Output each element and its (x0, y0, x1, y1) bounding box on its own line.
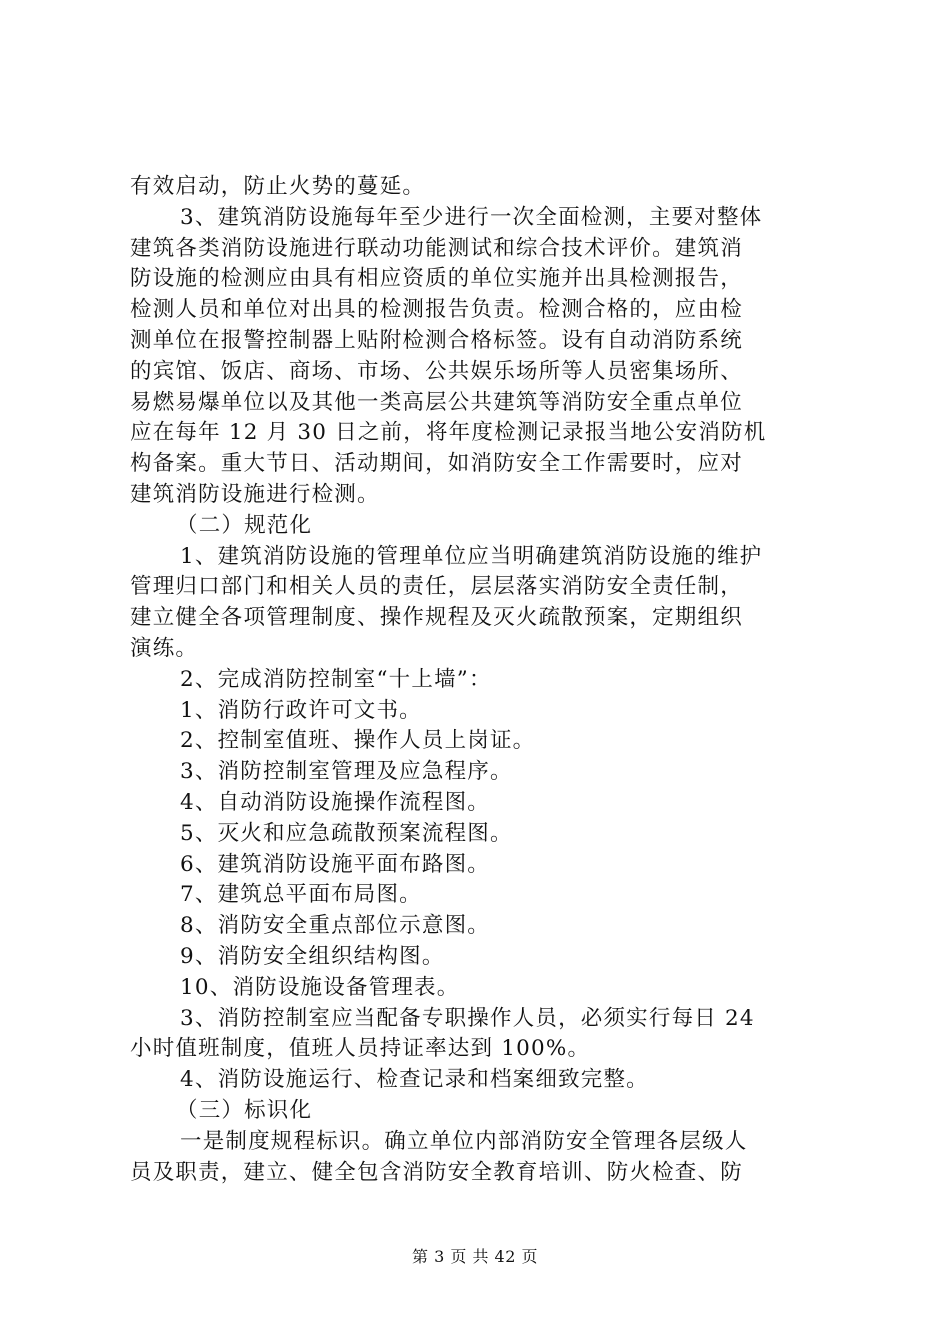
text-line: 建筑消防设施进行检测。 (130, 481, 380, 507)
text-line: 员及职责，建立、健全包含消防安全教育培训、防火检查、防 (130, 1159, 743, 1185)
text-line: 8、消防安全重点部位示意图。 (180, 913, 490, 939)
text-line: 小时值班制度，值班人员持证率达到 100%。 (130, 1036, 591, 1062)
text-line: 3、消防控制室应当配备专职操作人员，必须实行每日 24 (180, 1005, 755, 1031)
document-body (130, 172, 830, 1188)
text-line: 3、建筑消防设施每年至少进行一次全面检测，主要对整体 (180, 204, 763, 230)
text-line: 6、建筑消防设施平面布路图。 (180, 851, 490, 877)
text-line: （二）规范化 (176, 512, 313, 538)
text-line: 2、控制室值班、操作人员上岗证。 (180, 728, 536, 754)
text-line: 易燃易爆单位以及其他一类高层公共建筑等消防安全重点单位 (130, 389, 743, 415)
text-line: 测单位在报警控制器上贴附检测合格标签。设有自动消防系统 (130, 327, 743, 353)
text-line: 2、完成消防控制室“十上墙”： (180, 666, 492, 692)
text-line: 3、消防控制室管理及应急程序。 (180, 759, 513, 785)
text-line: （三）标识化 (176, 1097, 313, 1123)
text-line: 的宾馆、饭店、商场、市场、公共娱乐场所等人员密集场所、 (130, 358, 743, 384)
text-line: 4、消防设施运行、检查记录和档案细致完整。 (180, 1067, 649, 1093)
text-line: 建立健全各项管理制度、操作规程及灭火疏散预案，定期组织 (130, 605, 743, 631)
text-line: 5、灭火和应急疏散预案流程图。 (180, 820, 513, 846)
text-line: 1、建筑消防设施的管理单位应当明确建筑消防设施的维护 (180, 543, 763, 569)
text-line: 9、消防安全组织结构图。 (180, 943, 445, 969)
text-line: 7、建筑总平面布局图。 (180, 882, 422, 908)
text-line: 10、消防设施设备管理表。 (180, 974, 460, 1000)
text-line: 管理归口部门和相关人员的责任，层层落实消防安全责任制， (130, 574, 743, 600)
text-line: 一是制度规程标识。确立单位内部消防安全管理各层级人 (180, 1128, 748, 1154)
text-line: 检测人员和单位对出具的检测报告负责。检测合格的，应由检 (130, 297, 743, 323)
page-footer: 第 3 页 共 42 页 (412, 1247, 538, 1266)
text-line: 4、自动消防设施操作流程图。 (180, 789, 490, 815)
text-line: 防设施的检测应由具有相应资质的单位实施并出具检测报告， (130, 266, 743, 292)
text-line: 应在每年 12 月 30 日之前，将年度检测记录报当地公安消防机 (130, 420, 767, 446)
text-line: 构备案。重大节日、活动期间，如消防安全工作需要时，应对 (130, 451, 743, 477)
text-line: 有效启动，防止火势的蔓延。 (130, 174, 426, 199)
text-line: 演练。 (130, 635, 199, 661)
text-line: 1、消防行政许可文书。 (180, 697, 422, 723)
text-line: 建筑各类消防设施进行联动功能测试和综合技术评价。建筑消 (130, 235, 743, 261)
